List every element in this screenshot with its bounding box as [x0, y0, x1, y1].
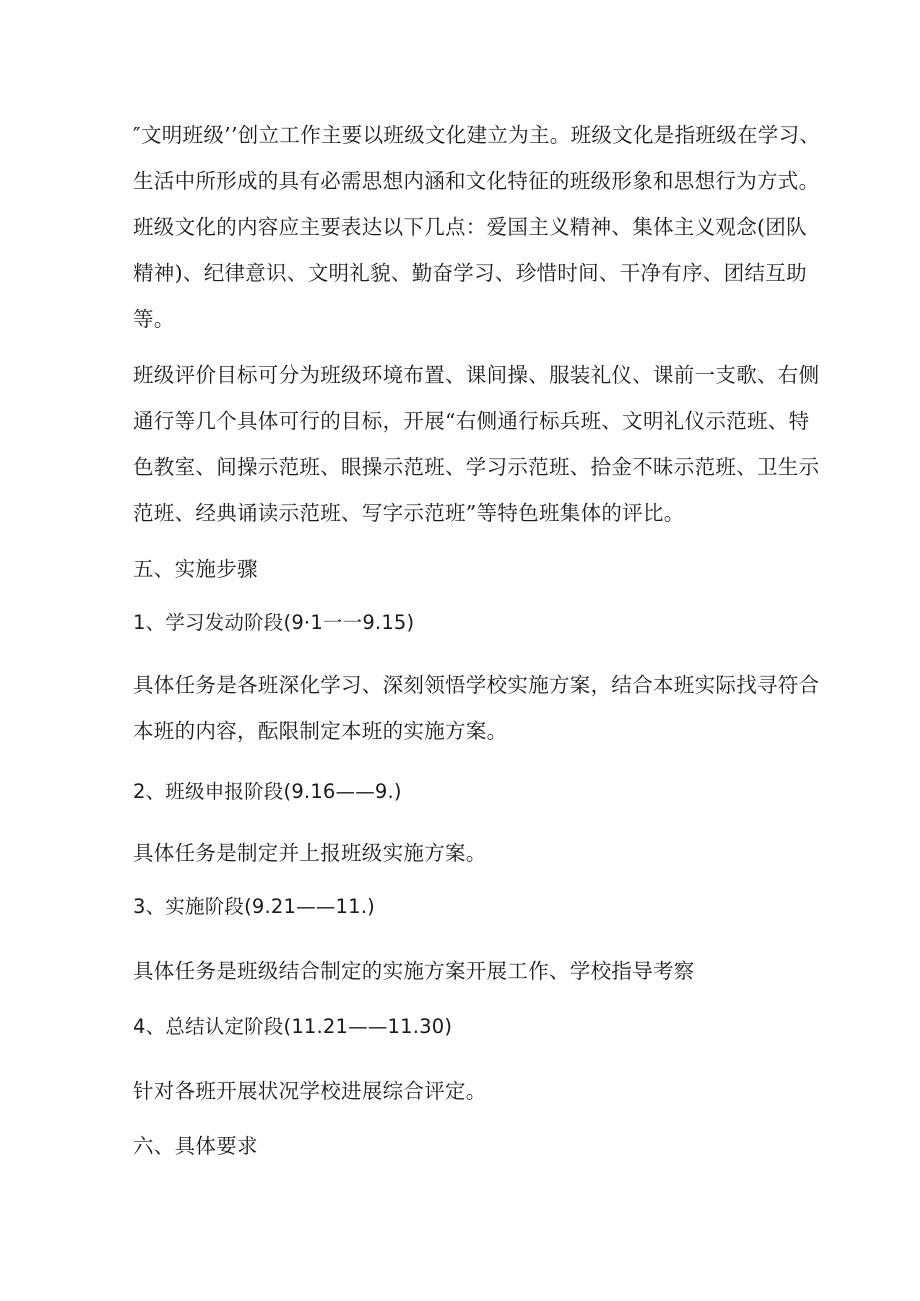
step-4-title: 4、总结认定阶段(11.21——11.30): [133, 1015, 453, 1038]
step-4-description: 针对各班开展状况学校进展综合评定。: [133, 1079, 487, 1103]
paragraph-class-culture: [133, 112, 821, 342]
section-heading-specific-requirements: 六、具体要求: [133, 1134, 258, 1158]
step-3-description: 具体任务是班级结合制定的实施方案开展工作、学校指导考察: [133, 959, 695, 983]
section-heading-implementation-steps: 五、实施步骤: [133, 557, 258, 581]
text-line: 色教室、间操示范班、眼操示范班、学习示范班、拾金不昧示范班、卫生示: [133, 455, 820, 479]
step-1-title: 1、学习发动阶段(9·1一一9.15): [133, 611, 415, 634]
text-line: 范班、经典诵读示范班、写字示范班”等特色班集体的评比。: [133, 501, 685, 525]
text-line: 具体任务是各班深化学习、深刻领悟学校实施方案，结合本班实际找寻符合: [133, 673, 820, 697]
text-line: 班级评价目标可分为班级环境布置、课间操、服装礼仪、课前一支歌、右侧: [133, 363, 820, 387]
step-2-title: 2、班级申报阶段(9.16——9.): [133, 780, 402, 803]
step-2-description: 具体任务是制定并上报班级实施方案。: [133, 841, 487, 865]
text-line: 生活中所形成的具有必需思想内涵和文化特征的班级形象和思想行为方式。: [133, 169, 820, 193]
text-line: 班级文化的内容应主要表达以下几点：爱国主义精神、集体主义观念(团队: [133, 215, 807, 239]
text-line: 精神)、纪律意识、文明礼貌、勤奋学习、珍惜时间、干净有序、团结互助: [133, 261, 807, 285]
text-line: 等。: [133, 307, 175, 331]
text-line: ″文明班级’’创立工作主要以班级文化建立为主。班级文化是指班级在学习、: [133, 123, 821, 147]
paragraph-evaluation-goals: [133, 352, 820, 536]
text-line: 本班的内容，酝限制定本班的实施方案。: [133, 719, 508, 743]
step-1-description: [133, 662, 820, 754]
text-line: 通行等几个具体可行的目标，开展“右侧通行标兵班、文明礼仪示范班、特: [133, 409, 810, 433]
step-3-title: 3、实施阶段(9.21——11.): [133, 895, 375, 918]
